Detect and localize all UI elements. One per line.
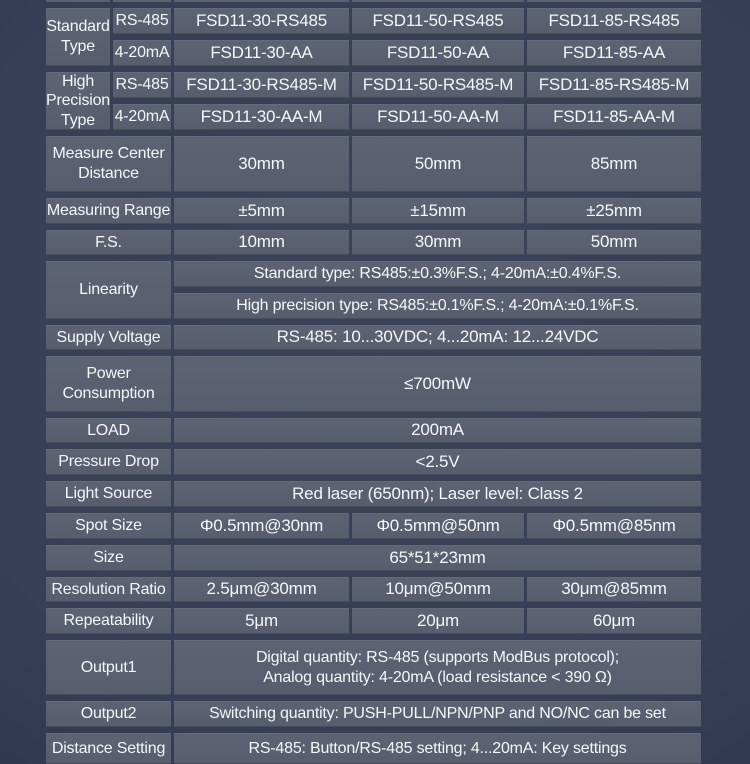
cropped-row-sliver (527, 0, 701, 2)
spec-value: Switching quantity: PUSH-PULL/NPN/PNP and NO/NC can be set (174, 701, 701, 727)
spec-value: Φ0.5mm@30nm (174, 513, 349, 539)
spec-value: ≤700mW (174, 356, 701, 412)
row-label-supply-voltage: Supply Voltage (46, 325, 171, 350)
model-name: FSD11-30-RS485 (174, 8, 349, 34)
spec-value: Standard type: RS485:±0.3%F.S.; 4-20mA:±0.4%F.S. (174, 261, 701, 287)
model-name: FSD11-50-RS485-M (352, 72, 524, 98)
model-name: FSD11-30-AA (174, 40, 349, 66)
model-name: FSD11-50-AA (352, 40, 524, 66)
row-label-resolution-ratio: Resolution Ratio (46, 577, 171, 602)
interface-label-rs485: RS-485 (113, 72, 171, 98)
spec-value: 30μm@85mm (527, 577, 701, 602)
model-name: FSD11-30-AA-M (174, 104, 349, 130)
spec-value: 85mm (527, 136, 701, 192)
row-label-power-consumption: Power Consumption (46, 356, 171, 412)
spec-value: ±5mm (174, 198, 349, 224)
interface-label-420ma: 4-20mA (113, 40, 171, 66)
row-label-light-source: Light Source (46, 481, 171, 507)
row-label-size: Size (46, 545, 171, 571)
model-name: FSD11-50-RS485 (352, 8, 524, 34)
spec-value: ±15mm (352, 198, 524, 224)
spec-value: <2.5V (174, 449, 701, 475)
interface-label-rs485: RS-485 (113, 8, 171, 34)
row-label-fs: F.S. (46, 230, 171, 255)
spec-value: 60μm (527, 608, 701, 634)
row-label-spot-size: Spot Size (46, 513, 171, 539)
spec-value: RS-485: Button/RS-485 setting; 4...20mA: Key settings (174, 733, 701, 764)
interface-label-420ma: 4-20mA (113, 104, 171, 130)
cropped-row-sliver (113, 0, 171, 2)
spec-value-multiline (174, 640, 701, 695)
spec-value: 65*51*23mm (174, 545, 701, 571)
row-label-repeatability: Repeatability (46, 608, 171, 634)
output1-line2: Analog quantity: 4-20mA (load resistance < 390 Ω) (263, 668, 612, 686)
spec-value: 30mm (352, 230, 524, 255)
spec-value: 30mm (174, 136, 349, 192)
spec-table (46, 0, 701, 764)
spec-value: 10μm@50mm (352, 577, 524, 602)
spec-value: 5μm (174, 608, 349, 634)
model-name: FSD11-85-AA-M (527, 104, 701, 130)
spec-value: 10mm (174, 230, 349, 255)
row-label-measuring-range: Measuring Range (46, 198, 171, 224)
spec-value: Φ0.5mm@85nm (527, 513, 701, 539)
cropped-row-sliver (352, 0, 524, 2)
output1-line1: Digital quantity: RS-485 (supports ModBus protocol); (255, 648, 620, 666)
row-label-load: LOAD (46, 418, 171, 443)
row-label-linearity: Linearity (46, 261, 171, 319)
spec-value: 50mm (352, 136, 524, 192)
row-label-distance-setting: Distance Setting (46, 733, 171, 764)
model-name: FSD11-85-RS485-M (527, 72, 701, 98)
model-name: FSD11-50-AA-M (352, 104, 524, 130)
spec-value: Red laser (650nm); Laser level: Class 2 (174, 481, 701, 507)
spec-value: ±25mm (527, 198, 701, 224)
row-label-measure-center-distance: Measure Center Distance (46, 136, 171, 192)
model-name: FSD11-30-RS485-M (174, 72, 349, 98)
spec-value: 2.5μm@30mm (174, 577, 349, 602)
row-label-high-precision-type: High Precision Type (46, 72, 110, 129)
cropped-row-sliver (174, 0, 349, 2)
model-name: FSD11-85-AA (527, 40, 701, 66)
spec-value: 200mA (174, 418, 701, 443)
row-label-pressure-drop: Pressure Drop (46, 449, 171, 475)
row-label-output2: Output2 (46, 701, 171, 727)
spec-value: Φ0.5mm@50nm (352, 513, 524, 539)
spec-value: High precision type: RS485:±0.1%F.S.; 4-20mA:±0.1%F.S. (174, 293, 701, 319)
model-name: FSD11-85-RS485 (527, 8, 701, 34)
spec-value: RS-485: 10...30VDC; 4...20mA: 12...24VDC (174, 325, 701, 350)
row-label-output1: Output1 (46, 640, 171, 695)
spec-value: 20μm (352, 608, 524, 634)
row-label-standard-type: Standard Type (46, 8, 110, 66)
spec-value: 50mm (527, 230, 701, 255)
cropped-row-sliver (46, 0, 110, 2)
